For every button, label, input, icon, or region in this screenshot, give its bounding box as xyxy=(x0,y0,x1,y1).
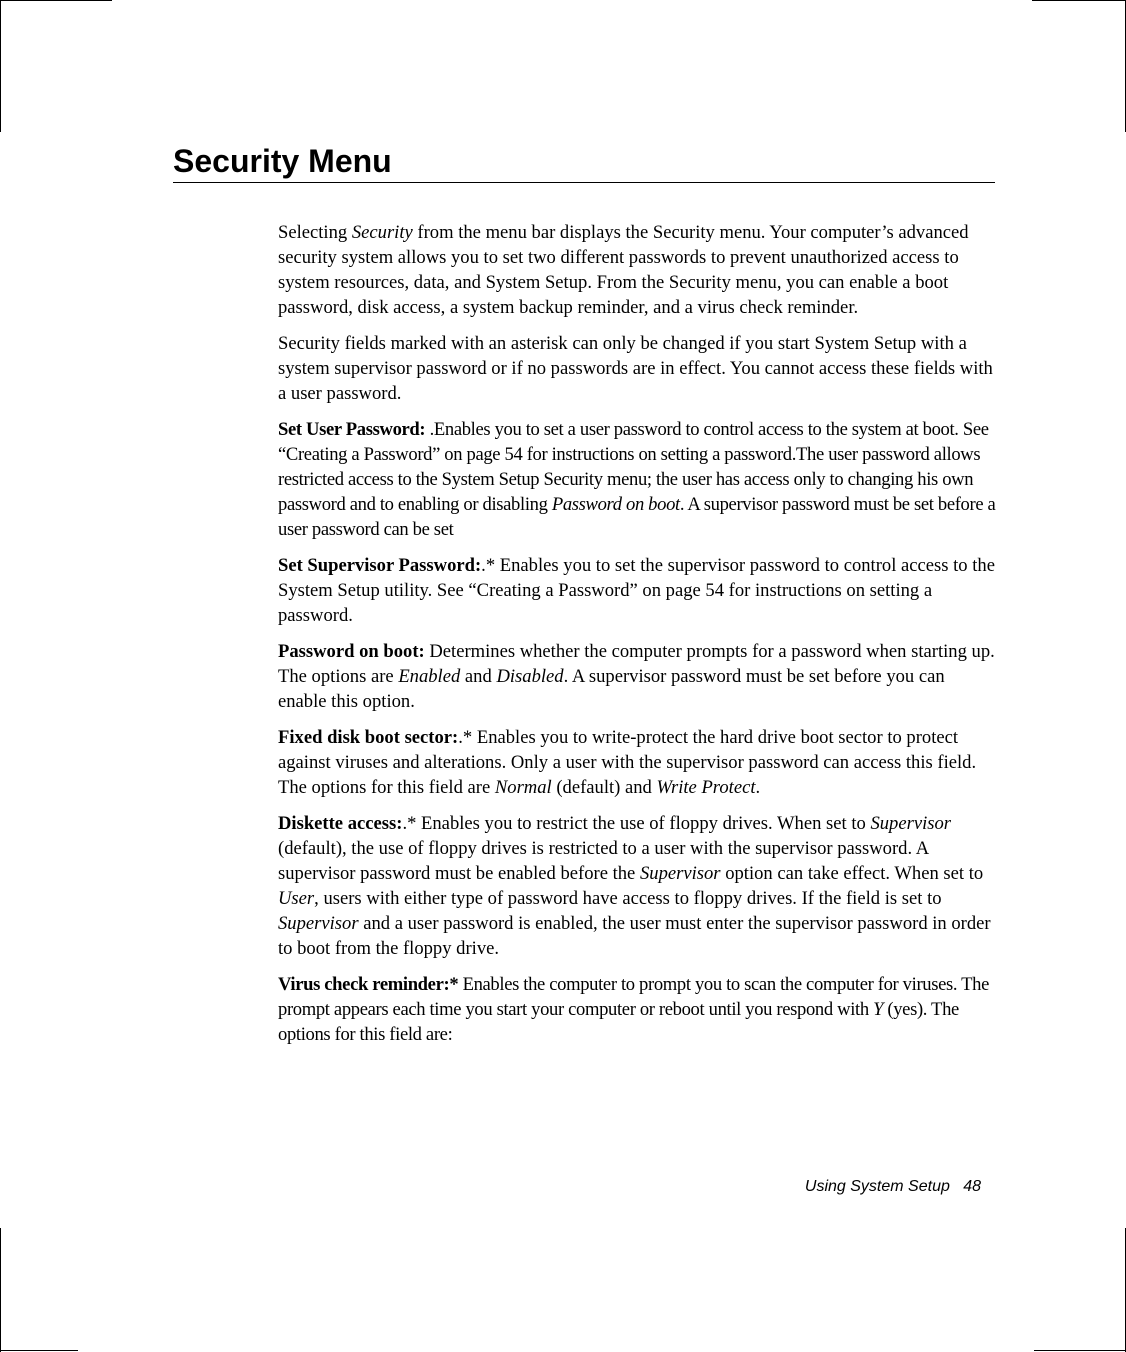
page-title: Security Menu xyxy=(173,140,995,183)
paragraph-diskette-access xyxy=(278,811,996,961)
field-label-set-user-password: Set User Password: xyxy=(278,419,426,440)
term-y: Y xyxy=(873,999,884,1020)
text: . xyxy=(755,777,761,798)
term-security: Security xyxy=(351,222,413,243)
text: (default) and xyxy=(551,777,657,798)
text: . A supervisor password must be set before you can enable this option. xyxy=(278,666,945,712)
term-normal: Normal xyxy=(494,777,552,798)
term-enabled: Enabled xyxy=(398,666,461,687)
text: Enables the computer to prompt you to scan the computer for viruses. The prompt appears each time you start your computer or reboot until you respond with xyxy=(278,974,990,1020)
crop-mark xyxy=(1034,1350,1126,1351)
text: Selecting xyxy=(278,222,352,243)
paragraph-asterisk-note: Security fields marked with an asterisk can only be changed if you start System Setup with a system supervisor password or if no passwords are in effect. You cannot access these fields with a user password. xyxy=(278,333,993,404)
field-label-virus-check-reminder: Virus check reminder:* xyxy=(278,974,459,995)
crop-mark xyxy=(0,0,112,1)
text: .* Enables you to set the supervisor password to control access to the System Setup utility. See “Creating a Password” on page 54 for instructions on setting a password. xyxy=(278,555,995,626)
text: .* Enables you to write-protect the hard drive boot sector to protect against viruses and alterations. Only a user with the supervisor password can access this field. The options for this field are xyxy=(278,727,977,798)
field-label-password-on-boot: Password on boot: xyxy=(278,641,425,662)
page-footer xyxy=(805,1177,981,1197)
page-number: 48 xyxy=(963,1178,981,1195)
paragraph-set-user-password xyxy=(278,417,996,542)
field-label-fixed-disk-boot-sector: Fixed disk boot sector: xyxy=(278,727,459,748)
field-label-set-supervisor-password: Set Supervisor Password: xyxy=(278,555,482,576)
crop-mark xyxy=(0,1228,1,1352)
text: .* Enables you to restrict the use of floppy drives. When set to xyxy=(402,813,871,834)
footer-section-title: Using System Setup xyxy=(804,1178,950,1195)
text: and a user password is enabled, the user must enter the supervisor password in order to boot from the floppy drive. xyxy=(278,913,991,959)
text: .Enables you to set a user password to control access to the system at boot. See “Creating a Password” on page 54 for instructions on setting a password.The user password allows restricted access to the System Setup Security menu; the user has access only to changing his own password and to enabling or disabling xyxy=(278,419,989,515)
crop-mark xyxy=(1032,0,1126,1)
text: (yes). The options for this field are: xyxy=(278,999,959,1045)
text: from the menu bar displays the Security menu. Your computer’s advanced security system allows you to set two different passwords to prevent unauthorized access to system resources, data, and System Setup. From the Security menu, you can enable a boot password, disk access, a system backup reminder, and a virus check reminder. xyxy=(278,222,969,318)
text: . A supervisor password must be set before a user password can be set xyxy=(278,494,996,540)
text: and xyxy=(460,666,497,687)
paragraph-fixed-disk-boot-sector xyxy=(278,725,996,800)
text: Determines whether the computer prompts for a password when starting up. The options are xyxy=(278,641,995,687)
paragraph-intro xyxy=(278,220,996,320)
text: option can take effect. When set to xyxy=(720,863,984,884)
field-label-diskette-access: Diskette access: xyxy=(278,813,403,834)
crop-mark xyxy=(0,0,1,132)
term-user: User xyxy=(278,888,315,909)
paragraph-virus-check-reminder xyxy=(278,972,996,1047)
paragraph-set-supervisor-password xyxy=(278,553,996,628)
text: (default), the use of floppy drives is restricted to a user with the supervisor password. A supervisor password must be enabled before the xyxy=(278,838,929,884)
term-password-on-boot: Password on boot xyxy=(551,494,680,515)
page-body xyxy=(278,220,996,1058)
term-disabled: Disabled xyxy=(496,666,564,687)
term-supervisor: Supervisor xyxy=(870,813,952,834)
crop-mark xyxy=(0,1350,78,1351)
term-write-protect: Write Protect xyxy=(656,777,756,798)
term-supervisor: Supervisor xyxy=(278,913,359,934)
paragraph-password-on-boot xyxy=(278,639,996,714)
term-supervisor: Supervisor xyxy=(639,863,721,884)
text: , users with either type of password have access to floppy drives. If the field is set to xyxy=(314,888,942,909)
